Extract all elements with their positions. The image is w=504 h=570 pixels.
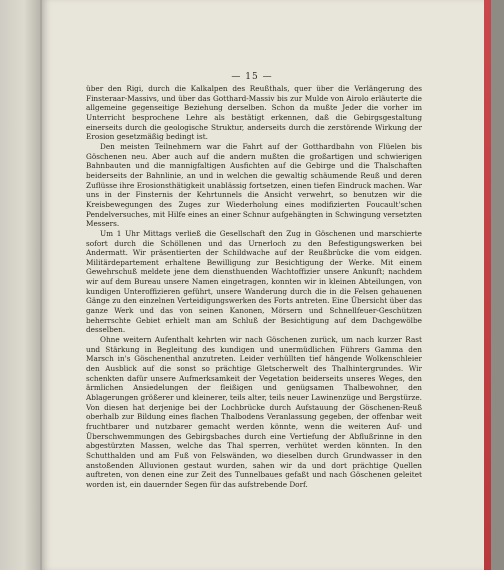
page-number: — 15 — <box>231 72 273 82</box>
paragraph: Den meisten Teilnehmern war die Fahrt auf der Gotthardbahn von Flüelen bis Göschenen neu. Aber auch auf die andern mußten die großartigen und schwierigen Bahnbauten und die mannigfaltigen Ausfichten auf die Gebirge und die Thalschaften beiderseits der Bahnlinie, an und in welchen die gewaltig schäumende Reuß und deren Zuflüsse ihre Erosionsthätigkeit unablässig fortsetzen, einen tiefen Eindruck machen. War uns in der Finsternis der Kehrtunnels die Ansicht verwehrt, so benutzen wir die Kreisbewegungen des Zuges zur Wiederholung eines modifizierten Foucault'schen Pendelversuches, mit Hilfe eines an einer Schnur aufgehängten in Schwingung versetzten Messers. <box>86 141 422 229</box>
red-page-edge <box>484 0 491 570</box>
left-page-edge <box>0 0 40 570</box>
paragraph: Um 1 Uhr Mittags verließ die Gesellschaft den Zug in Göschenen und marschierte sofort durch die Schöllenen und das Urnerloch zu den Befestigungswerken bei Andermatt. Wir präsentierten der Schildwache auf der Reußbrücke die vom eidgen. Militärdepartement erhaltene Bewilligung zur Besichtigung der Werke. Mit einem Gewehrschuß meldete jene dem diensthuenden Wachtoffizier unsere Ankunft; nachdem wir auf dem Bureau unsere Namen eingetragen, konnten wir in kleinen Abteilungen, von kundigen Unteroffizieren geführt, unsere Wanderung durch die in die Felsen gehauenen Gänge zu den einzelnen Verteidigungswerken des Forts antreten. Eine Übersicht über das ganze Werk und das von seinen Kanonen, Mörsern und Schnellfeuer-Geschützen beherrschte Gebiet erhielt man am Schluß der Besichtigung auf dem Dachgewölbe desselben. <box>86 228 422 335</box>
paragraph: Ohne weitern Aufenthalt kehrten wir nach Göschenen zurück, um nach kurzer Rast und Stärkung in Begleitung des kundigen und unermüdlichen Führers Gamma den Marsch in's Göschenenthal anzutreten. Leider verhüllten tief hängende Wolkenschleier den Ausblick auf die sonst so prächtige Gletscherwelt des Thalhintergrundes. Wir schenkten dafür unsere Aufmerksamkeit der Vegetation beiderseits unseres Weges, den ärmlichen Ansiedelungen der fleißigen und genügsamen Thalbewohner, den Ablagerungen größerer und kleinerer, teils alter, teils neuer Lawinenzüge und Bergstürze. Von diesen hat derjenige bei der Lochbrücke durch Aufstauung der Göschenen-Reuß oberhalb zur Bildung eines flachen Thalbodens Veranlassung gegeben, der offenbar weit fruchtbarer und nutzbarer gemacht werden könnte, wenn die weiteren Auf- und Überschwemmungen des Gebirgsbaches durch eine Vertiefung der Abflußrinne in den abgestürzten Massen, welche das Thal sperren, verhütet werden könnten. In den Schutthalden und am Fuß von Felswänden, wo dieselben durch Grundwasser in den anstoßenden Alluvionen gestaut wurden, sahen wir da und dort prächtige Quellen auftreten, von denen eine zur Zeit des Tunnelbaues gefaßt und nach Göschenen geleitet worden ist, ein dauernder Segen für das aufstrebende Dorf. <box>86 335 422 489</box>
scan-background-edge <box>491 0 504 570</box>
paragraph: über den Rigi, durch die Kalkalpen des Reußthals, quer über die Verlängerung des Finsteraar-Massivs, und über das Gotthard-Massiv bis zur Mulde von Airolo erläuterte die allgemeine gegenseitige Beziehung derselben. Schon da mußte Jeder die vorher im Unterricht besprochene Lehre als bestätigt erkennen, daß die Gebirgsgestaltung einerseits durch die geologische Struktur, anderseits durch die zerstörende Wirkung der Erosion gesetzmäßig bedingt ist. <box>86 84 422 142</box>
body-text <box>86 84 422 490</box>
